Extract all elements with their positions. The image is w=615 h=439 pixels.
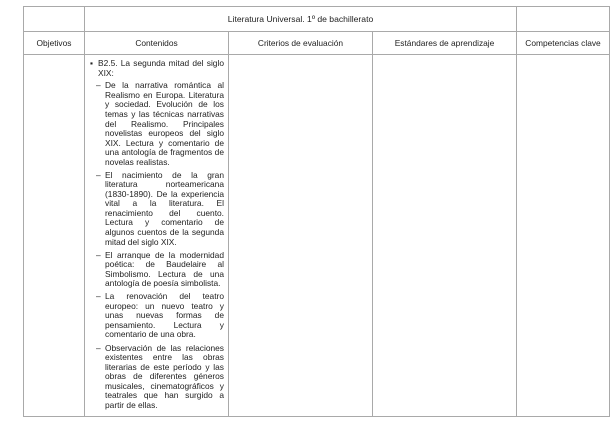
list-item-text: De la narrativa romántica al Realismo en Europa. Literatura y sociedad. Evolución de los temas y las técnicas narrativas del Realismo. Principales novelistas europeos del siglo XIX. Lectura y comentario de una antología de fragmentos de novelas realistas. [105,80,224,167]
list-item-text: Observación de las relaciones existentes entre las obras literarias de este período y las obras de diferentes géneros musicales, cinematográficos y teatrales que han surgido a partir de ellas. [105,342,224,410]
dash-icon: – [96,249,101,260]
objetivos-cell [24,55,85,417]
dash-icon: – [96,80,101,91]
dash-icon: – [96,169,101,180]
header-criterios: Criterios de evaluación [229,32,373,55]
list-item [90,81,224,167]
header-objetivos: Objetivos [24,32,85,55]
dash-icon: – [96,342,101,353]
contents-list [90,81,224,410]
curriculum-table [23,6,610,417]
competencias-cell [517,55,610,417]
title-empty-cell-right [517,7,610,32]
criterios-cell [229,55,373,417]
title-empty-cell [24,7,85,32]
list-item [90,344,224,411]
header-row [24,32,610,55]
dash-icon: – [96,291,101,302]
list-item [90,251,224,289]
list-item [90,171,224,247]
table-title: Literatura Universal. 1º de bachillerato [85,7,517,32]
estandares-cell [373,55,517,417]
list-item-text: La renovación del teatro europeo: un nuevo teatro y unas nuevas formas de pensamiento. Lectura y comentario de una obra. [105,291,224,340]
list-item-text: El nacimiento de la gran literatura norteamericana (1830-1890). De la experiencia vital a la literatura. El renacimiento del cuento. Lectura y comentario de algunos cuentos de la segunda mitad del siglo XIX. [105,169,224,247]
header-competencias: Competencias clave [517,32,610,55]
list-item [90,292,224,340]
title-row [24,7,610,32]
body-row [24,55,610,417]
header-contenidos: Contenidos [85,32,229,55]
list-item-text: El arranque de la modernidad poética: de Baudelaire al Simbolismo. Lectura de una antología de poesía simbolista. [105,249,224,289]
contenidos-cell [85,55,229,417]
header-estandares: Estándares de aprendizaje [373,32,517,55]
contents-intro-text: B2.5. La segunda mitad del siglo XIX: [98,58,224,78]
contents-intro [90,59,224,78]
bullet-icon: ▪ [90,58,93,69]
